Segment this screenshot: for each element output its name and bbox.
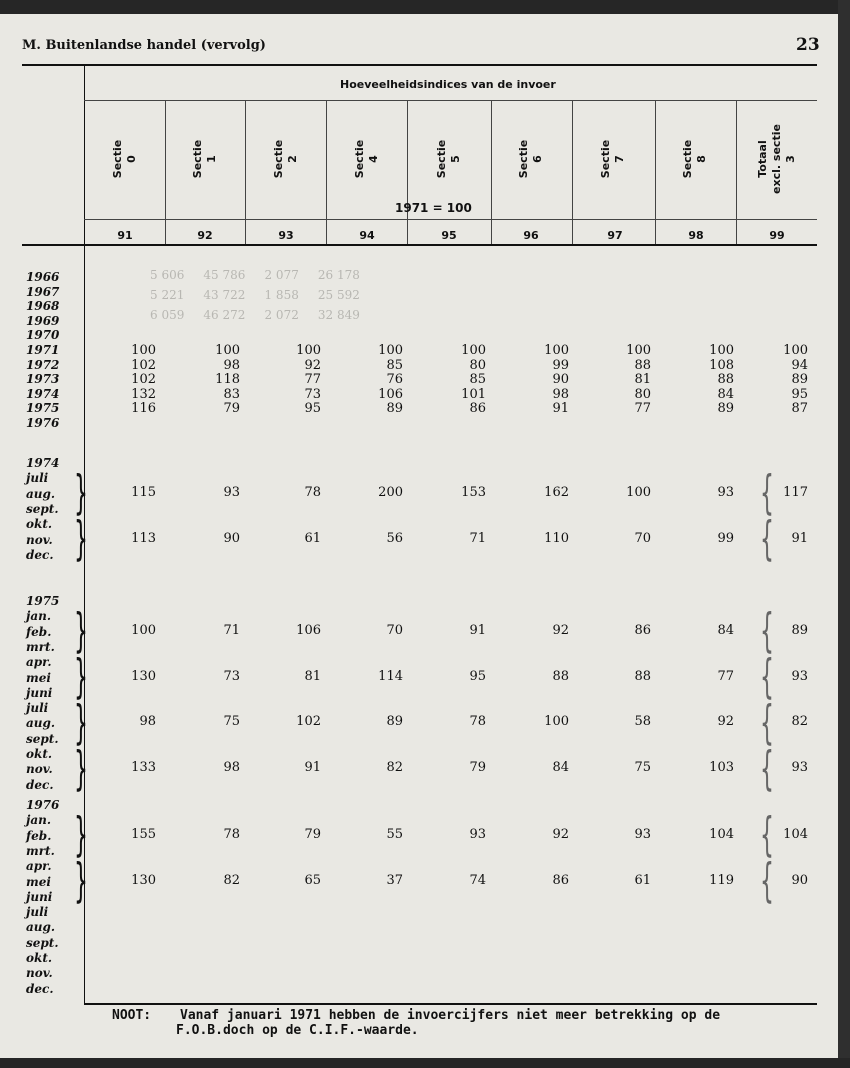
year-label: 1968 [26, 299, 60, 314]
table-cell: 56 [386, 530, 403, 546]
column-header-sectie-4: Sectie 4 [353, 139, 380, 179]
table-cell: 153 [461, 484, 486, 500]
month-label: okt. [26, 747, 53, 761]
column-header-sectie-8: Sectie 8 [681, 139, 708, 179]
quarter-brace-right: { [760, 856, 774, 910]
quarter-brace: } [74, 652, 88, 706]
table-cell: 130 [131, 668, 156, 684]
year-label: 1967 [26, 284, 60, 299]
bleed-through-text: 6 059 46 272 2 072 32 849 [150, 308, 360, 322]
table-cell: 95 [469, 668, 486, 684]
table-cell: 77 [717, 668, 734, 684]
table-cell: 162 [544, 484, 569, 500]
table-cell: 88 [717, 372, 734, 388]
table-cell: 70 [386, 622, 403, 638]
table-cell: 88 [634, 668, 651, 684]
table-cell: 92 [552, 826, 569, 842]
month-label: aug. [26, 486, 56, 501]
table-cell: 76 [386, 372, 403, 388]
column-header-sectie-5: Sectie 5 [435, 139, 462, 179]
column-header-sectie-2: Sectie 2 [272, 139, 299, 179]
footnote-label: NOOT: [112, 1008, 152, 1023]
table-cell: 73 [223, 668, 240, 684]
table-cell: 133 [131, 760, 156, 776]
block-year-label: 1975 [26, 594, 60, 608]
table-cell: 200 [378, 484, 403, 500]
table-cell: 98 [139, 714, 156, 730]
quarter-brace: } [74, 468, 88, 522]
table-cell: 89 [386, 714, 403, 730]
table-cell: 89 [791, 622, 808, 638]
table-cell: 77 [304, 372, 321, 388]
month-label: sept. [26, 501, 59, 516]
table-cell: 100 [626, 343, 651, 358]
table-cell: 37 [386, 872, 403, 888]
column-number: 91 [117, 229, 133, 242]
table-cell: 98 [552, 386, 569, 402]
quarter-brace-right: { [760, 468, 774, 522]
table-cell: 88 [552, 668, 569, 684]
scan-border-right [838, 0, 850, 1068]
month-label: feb. [26, 624, 52, 639]
month-label: okt. [26, 951, 53, 965]
month-label: nov. [26, 762, 53, 777]
page-header-title: M. Buitenlandse handel (vervolg) [22, 38, 266, 53]
table-cell: 104 [709, 826, 734, 842]
table-cell: 98 [223, 357, 240, 373]
column-number: 97 [607, 229, 623, 242]
table-cell: 85 [469, 372, 486, 388]
table-cell: 118 [215, 372, 240, 388]
quarter-brace: } [74, 744, 88, 798]
month-label: apr. [26, 859, 52, 874]
table-cell: 82 [386, 760, 403, 776]
table-bottom-rule [84, 1003, 817, 1005]
table-cell: 84 [717, 622, 734, 638]
table-cell: 116 [131, 401, 156, 417]
column-header-sectie-7: Sectie 7 [599, 139, 626, 179]
table-cell: 90 [552, 372, 569, 388]
month-label: juli [26, 905, 49, 920]
table-cell: 92 [552, 622, 569, 638]
quarter-brace-right: { [760, 652, 774, 706]
table-cell: 83 [223, 386, 240, 402]
table-cell: 79 [223, 401, 240, 417]
table-cell: 119 [709, 872, 734, 888]
month-label: sept. [26, 935, 59, 950]
quarter-brace: } [74, 606, 88, 660]
table-cell: 85 [386, 357, 403, 373]
table-cell: 93 [791, 668, 808, 684]
table-cell: 78 [469, 714, 486, 730]
month-label: juli [26, 701, 49, 716]
table-cell: 81 [304, 668, 321, 684]
table-cell: 95 [304, 401, 321, 417]
column-number: 99 [769, 229, 785, 242]
header-divider [84, 219, 817, 220]
month-label: nov. [26, 532, 53, 547]
month-label: dec. [26, 981, 54, 996]
table-cell: 110 [544, 530, 569, 546]
footnote-line-1: Vanaf januari 1971 hebben de invoercijfers niet meer betrekking op de [180, 1008, 721, 1023]
month-label: aug. [26, 716, 56, 731]
table-cell: 93 [717, 484, 734, 500]
table-cell: 100 [461, 343, 486, 358]
table-cell: 55 [386, 826, 403, 842]
year-label: 1973 [26, 372, 60, 387]
column-number: 98 [688, 229, 704, 242]
table-cell: 84 [552, 760, 569, 776]
table-cell: 93 [634, 826, 651, 842]
month-label: mrt. [26, 843, 55, 858]
month-label: mei [26, 670, 51, 685]
table-cell: 82 [791, 714, 808, 730]
quarter-brace-right: { [760, 606, 774, 660]
table-cell: 106 [378, 386, 403, 402]
table-cell: 102 [296, 714, 321, 730]
quarter-brace: } [74, 514, 88, 568]
month-label: feb. [26, 828, 52, 843]
table-cell: 75 [223, 714, 240, 730]
year-label: 1976 [26, 416, 60, 430]
table-cell: 70 [634, 530, 651, 546]
month-label: apr. [26, 655, 52, 670]
table-cell: 82 [223, 872, 240, 888]
base-year-label: 1971 = 100 [395, 201, 472, 215]
table-cell: 100 [626, 484, 651, 500]
year-label: 1966 [26, 270, 60, 284]
table-cell: 100 [544, 714, 569, 730]
month-label: okt. [26, 517, 53, 532]
quarter-brace: } [74, 698, 88, 752]
scan-border-top [0, 0, 850, 14]
table-cell: 98 [223, 760, 240, 776]
table-cell: 86 [469, 401, 486, 417]
year-label: 1970 [26, 328, 60, 343]
table-cell: 100 [783, 343, 808, 358]
table-title: Hoeveelheidsindices van de invoer [340, 78, 556, 91]
quarter-brace-right: { [760, 514, 774, 568]
table-cell: 86 [634, 622, 651, 638]
table-cell: 106 [296, 622, 321, 638]
month-label: mrt. [26, 639, 55, 654]
table-cell: 88 [634, 357, 651, 373]
table-cell: 103 [709, 760, 734, 776]
month-label: jan. [26, 609, 52, 624]
table-cell: 75 [634, 760, 651, 776]
table-cell: 77 [634, 401, 651, 417]
bleed-through-text: 5 221 43 722 1 858 25 592 [150, 288, 360, 302]
column-header-sectie-6: Sectie 6 [517, 139, 544, 179]
table-cell: 99 [717, 530, 734, 546]
table-cell: 100 [296, 343, 321, 358]
table-cell: 155 [131, 826, 156, 842]
column-number: 92 [197, 229, 213, 242]
column-number: 93 [278, 229, 294, 242]
table-cell: 92 [304, 357, 321, 373]
table-cell: 104 [783, 826, 808, 842]
month-label: nov. [26, 966, 53, 981]
table-cell: 108 [709, 357, 734, 373]
table-cell: 100 [709, 343, 734, 358]
table-cell: 89 [386, 401, 403, 417]
month-label: sept. [26, 731, 59, 746]
table-cell: 91 [304, 760, 321, 776]
footnote-line-2: F.O.B.doch op de C.I.F.-waarde. [176, 1023, 419, 1038]
column-header-sectie-1: Sectie 1 [191, 139, 218, 179]
table-cell: 90 [791, 872, 808, 888]
block-year-label: 1976 [26, 798, 60, 812]
table-cell: 73 [304, 386, 321, 402]
table-cell: 61 [304, 530, 321, 546]
table-cell: 132 [131, 386, 156, 402]
month-label: juni [26, 889, 53, 904]
quarter-brace-right: { [760, 698, 774, 752]
year-label: 1975 [26, 401, 60, 416]
table-cell: 93 [223, 484, 240, 500]
table-cell: 130 [131, 872, 156, 888]
title-underline [84, 100, 817, 101]
table-cell: 65 [304, 872, 321, 888]
page-number: 23 [796, 35, 820, 55]
year-label: 1974 [26, 386, 60, 401]
column-number: 96 [523, 229, 539, 242]
month-label: aug. [26, 920, 56, 935]
quarter-brace: } [74, 856, 88, 910]
year-label: 1972 [26, 357, 60, 372]
month-label: jan. [26, 813, 52, 828]
table-cell: 102 [131, 357, 156, 373]
table-cell: 115 [131, 484, 156, 500]
table-cell: 80 [469, 357, 486, 373]
footnote [112, 1008, 720, 1038]
table-cell: 86 [552, 872, 569, 888]
table-cell: 100 [544, 343, 569, 358]
quarter-brace: } [74, 810, 88, 864]
scan-border-bottom [0, 1058, 850, 1068]
column-number: 94 [359, 229, 375, 242]
table-cell: 61 [634, 872, 651, 888]
table-cell: 79 [304, 826, 321, 842]
table-cell: 87 [791, 401, 808, 417]
table-cell: 71 [223, 622, 240, 638]
month-label: dec. [26, 777, 54, 792]
year-label: 1971 [26, 343, 60, 357]
table-cell: 117 [783, 484, 808, 500]
month-label: mei [26, 874, 51, 889]
table-cell: 100 [215, 343, 240, 358]
quarter-brace-right: { [760, 810, 774, 864]
table-cell: 81 [634, 372, 651, 388]
column-rule [407, 101, 408, 244]
table-cell: 84 [717, 386, 734, 402]
block-year-label: 1974 [26, 456, 60, 470]
table-cell: 100 [131, 343, 156, 358]
year-label: 1969 [26, 313, 60, 328]
table-cell: 94 [791, 357, 808, 373]
table-cell: 100 [378, 343, 403, 358]
table-cell: 99 [552, 357, 569, 373]
month-label: dec. [26, 547, 54, 562]
table-cell: 89 [791, 372, 808, 388]
header-bottom-rule [22, 244, 817, 246]
table-cell: 80 [634, 386, 651, 402]
quarter-brace-right: { [760, 744, 774, 798]
table-cell: 101 [461, 386, 486, 402]
table-cell: 90 [223, 530, 240, 546]
month-label: juli [26, 471, 49, 486]
table-cell: 114 [378, 668, 403, 684]
table-cell: 78 [223, 826, 240, 842]
table-cell: 95 [791, 386, 808, 402]
month-label: juni [26, 685, 53, 700]
column-header-totaal: Totaal excl. sectie 3 [756, 124, 797, 194]
table-cell: 71 [469, 530, 486, 546]
table-cell: 92 [717, 714, 734, 730]
table-cell: 78 [304, 484, 321, 500]
table-cell: 93 [469, 826, 486, 842]
table-cell: 93 [791, 760, 808, 776]
table-cell: 100 [131, 622, 156, 638]
column-number: 95 [441, 229, 457, 242]
table-cell: 102 [131, 372, 156, 388]
table-cell: 91 [791, 530, 808, 546]
table-cell: 113 [131, 530, 156, 546]
table-cell: 79 [469, 760, 486, 776]
table-cell: 58 [634, 714, 651, 730]
bleed-through-text: 5 606 45 786 2 077 26 178 [150, 268, 360, 282]
table-top-rule [22, 64, 817, 66]
table-cell: 89 [717, 401, 734, 417]
table-cell: 91 [469, 622, 486, 638]
column-header-sectie-0: Sectie 0 [111, 139, 138, 179]
table-cell: 74 [469, 872, 486, 888]
table-cell: 91 [552, 401, 569, 417]
